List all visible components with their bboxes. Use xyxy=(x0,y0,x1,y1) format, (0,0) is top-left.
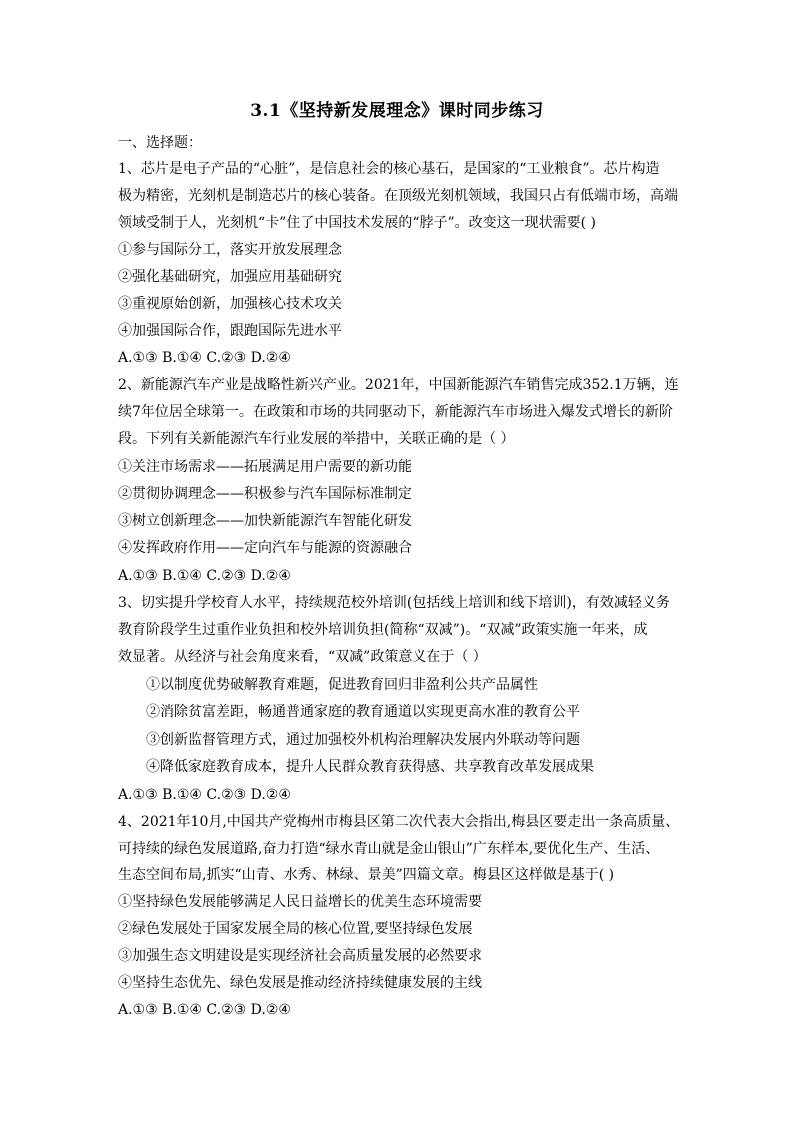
page-title: 3.1《坚持新发展理念》课时同步练习 xyxy=(250,101,544,121)
question-3-item: ③创新监督管理方式，通过加强校外机构治理解决发展内外联动等问题 xyxy=(146,732,580,748)
question-2-stem-line: 段。下列有关新能源汽车行业发展的举措中，关联正确的是（ ） xyxy=(118,431,515,447)
question-3-stem-line: 效显著。从经济与社会角度来看，“双减”政策意义在于（ ） xyxy=(118,649,487,665)
question-2-stem-line: 2、新能源汽车产业是战略性新兴产业。2021年，中国新能源汽车销售完成352.1万辆，连 xyxy=(118,377,679,393)
section-heading: 一、选择题： xyxy=(118,135,202,151)
question-1-stem-line: 1、芯片是电子产品的“心脏”，是信息社会的核心基石，是国家的“工业粮食”。芯片构造 xyxy=(118,161,660,177)
question-3-options: A.①③ B.①④ C.②③ D.②④ xyxy=(118,787,291,803)
question-3-item: ②消除贫富差距，畅通普通家庭的教育通道以实现更高水准的教育公平 xyxy=(146,704,580,720)
question-2-item: ④发挥政府作用——定向汽车与能源的资源融合 xyxy=(118,540,412,556)
question-1-item: ④加强国际合作，跟跑国际先进水平 xyxy=(118,323,342,339)
question-3-stem-line: 3、切实提升学校育人水平，持续规范校外培训(包括线上培训和线下培训)，有效减轻义务 xyxy=(118,595,670,611)
question-1-options: A.①③ B.①④ C.②③ D.②④ xyxy=(118,350,291,366)
question-2-item: ③树立创新理念——加快新能源汽车智能化研发 xyxy=(118,513,412,529)
question-3-item: ①以制度优势破解教育难题，促进教育回归非盈利公共产品属性 xyxy=(146,677,538,693)
question-2-options: A.①③ B.①④ C.②③ D.②④ xyxy=(118,568,291,584)
question-2-item: ②贯彻协调理念——积极参与汽车国际标准制定 xyxy=(118,486,412,502)
question-3-item: ④降低家庭教育成本，提升人民群众教育获得感、共享教育改革发展成果 xyxy=(146,759,594,775)
question-4-item: ③加强生态文明建设是实现经济社会高质量发展的必然要求 xyxy=(118,948,482,964)
question-4-item: ①坚持绿色发展能够满足人民日益增长的优美生态环境需要 xyxy=(118,894,482,910)
question-4-item: ②绿色发展处于国家发展全局的核心位置,要坚持绿色发展 xyxy=(118,921,473,937)
question-1-item: ③重视原始创新，加强核心技术攻关 xyxy=(118,296,342,312)
question-1-stem-line: 领域受制于人，光刻机“卡”住了中国技术发展的“脖子”。改变这一现状需要( ) xyxy=(118,215,597,231)
question-1-item: ①参与国际分工，落实开放发展理念 xyxy=(118,242,342,258)
question-4-stem-line: 可持续的绿色发展道路,奋力打造“绿水青山就是金山银山”广东样本,要优化生产、生活、 xyxy=(118,841,660,857)
question-4-stem-line: 4、2021年10月,中国共产党梅州市梅县区第二次代表大会指出,梅县区要走出一条高质量、 xyxy=(118,814,680,830)
question-1-item: ②强化基础研究，加强应用基础研究 xyxy=(118,269,342,285)
question-1-stem-line: 极为精密，光刻机是制造芯片的核心装备。在顶级光刻机领域，我国只占有低端市场，高端 xyxy=(118,188,678,204)
question-3-stem-line: 教育阶段学生过重作业负担和校外培训负担(简称“双减”)。“双减”政策实施一年来，成 xyxy=(118,622,648,638)
question-2-item: ①关注市场需求——拓展满足用户需要的新功能 xyxy=(118,459,412,475)
question-4-item: ④坚持生态优先、绿色发展是推动经济持续健康发展的主线 xyxy=(118,975,482,991)
question-4-stem-line: 生态空间布局,抓实“山青、水秀、林绿、景美”四篇文章。梅县区这样做是基于( ) xyxy=(118,867,615,883)
question-4-options: A.①③ B.①④ C.②③ D.②④ xyxy=(118,1002,291,1018)
question-2-stem-line: 续7年位居全球第一。在政策和市场的共同驱动下，新能源汽车市场进入爆发式增长的新阶 xyxy=(118,404,673,420)
